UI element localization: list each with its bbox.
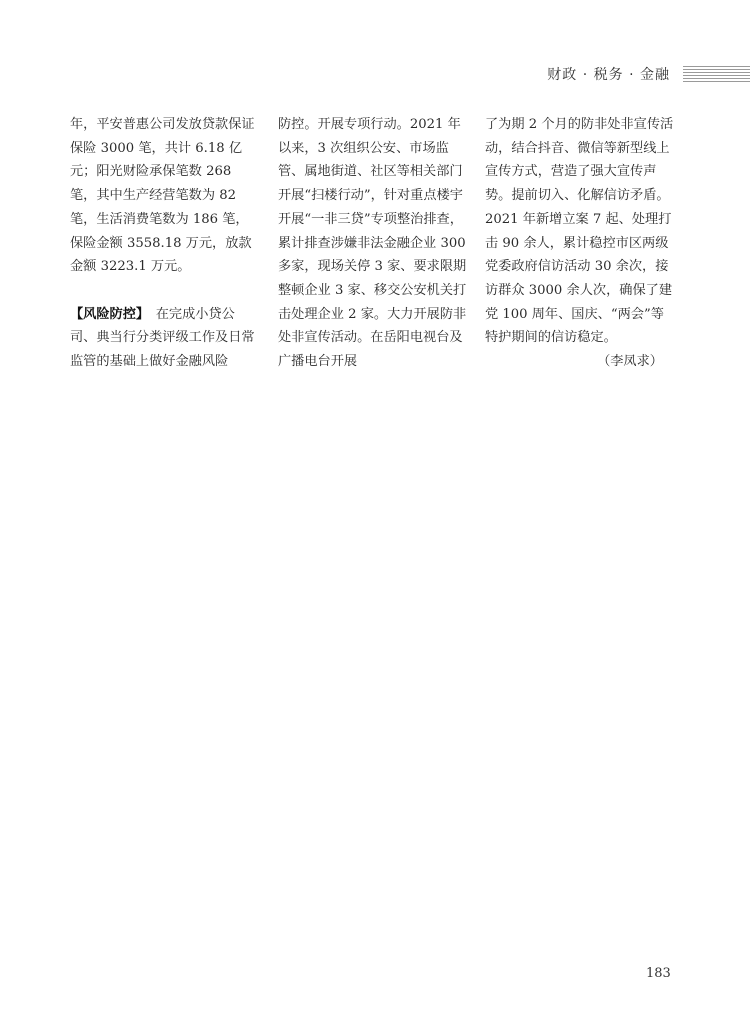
author-attribution: （李凤求） — [597, 354, 663, 370]
text-column-3 — [485, 113, 675, 374]
text-column-1 — [70, 113, 260, 374]
running-header-title: 财政 · 税务 · 金融 — [547, 67, 670, 83]
text-column-2 — [278, 113, 468, 374]
page-number: 183 — [646, 966, 671, 981]
section-heading-risk-control: 【风险防控】 — [70, 306, 143, 322]
section-gap — [70, 279, 260, 303]
paragraph-petition-stability: 了为期 2 个月的防非处非宣传活动，结合抖音、微信等新型线上宣传方式，营造了强大宣传声势。提前切入、化解信访矛盾。2021 年新增立案 7 起、处理打击 90 余人，累计稳控市区两级党委政府信访活动 30 余次，接访群众 3000 余人次，确保了建党 100 周年、国庆、“两会”等特护期间的信访稳定。 — [485, 117, 674, 346]
paragraph-insurance-stats: 年，平安普惠公司发放贷款保证保险 3000 笔，共计 6.18 亿元；阳光财险承保笔数 268 笔，其中生产经营笔数为 82 笔，生活消费笔数为 186 笔，保险金额 3558.18 万元，放款金额 3223.1 万元。 — [70, 117, 255, 275]
header-decorative-lines — [683, 66, 750, 82]
paragraph-risk-control-text: 在完成小贷公司、典当行分类评级工作及日常监管的基础上做好金融风险 — [70, 306, 255, 370]
paragraph-risk-control — [70, 303, 260, 374]
paragraph-special-action: 防控。开展专项行动。2021 年以来，3 次组织公安、市场监管、属地街道、社区等相关部门开展“扫楼行动”，针对重点楼宇开展“一非三贷”专项整治排查，累计排查涉嫌非法金融企业 300 多家，现场关停 3 家、要求限期整顿企业 3 家、移交公安机关打击处理企业 2 家。大力开展防非处非宣传活动。在岳阳电视台及广播电台开展 — [278, 117, 467, 370]
